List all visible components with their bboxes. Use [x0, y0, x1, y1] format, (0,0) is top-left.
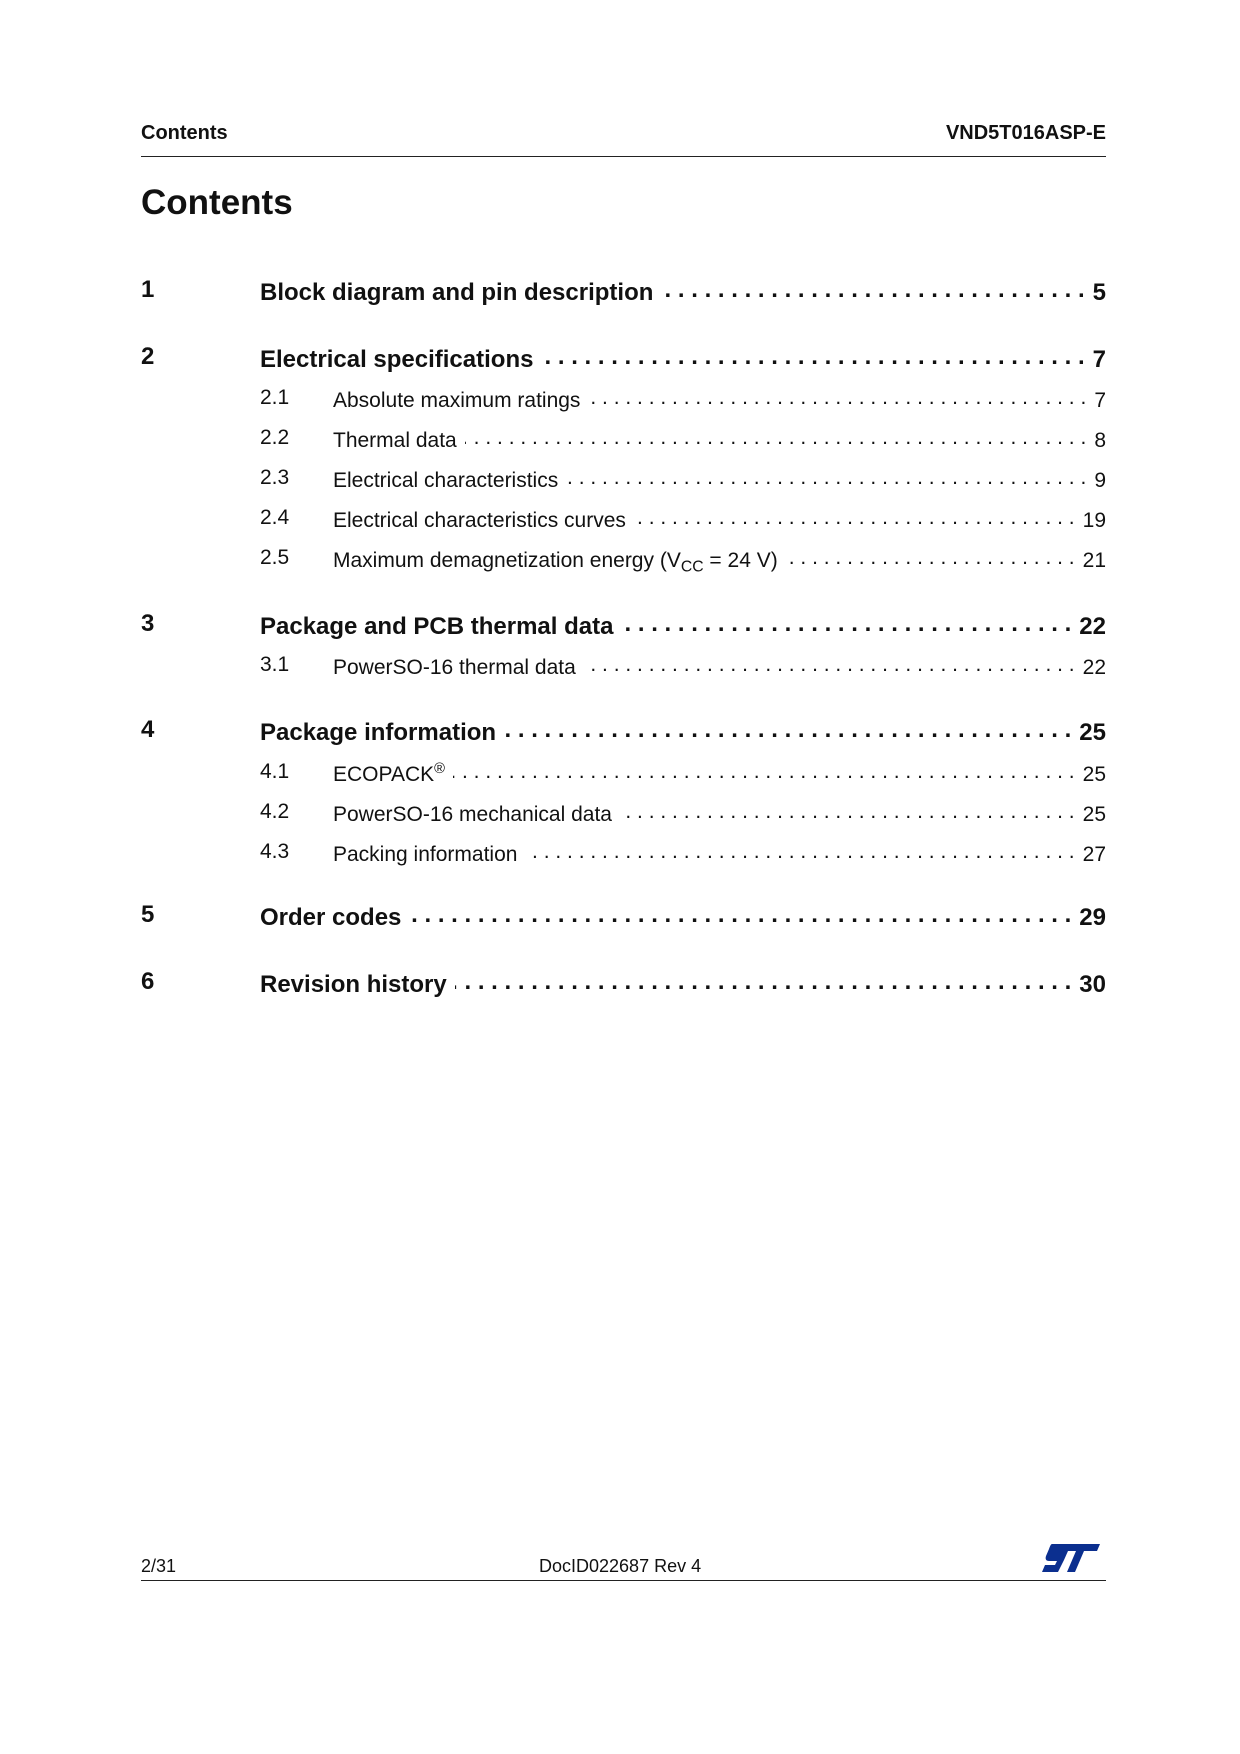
toc-page-number: 21 — [1082, 549, 1106, 572]
toc-leader-dots — [634, 506, 1075, 527]
toc-entry-4-3[interactable] — [141, 840, 1106, 870]
page-header — [141, 120, 1106, 157]
toc-title: Package information — [260, 719, 497, 746]
toc-number: 2.3 — [260, 466, 290, 489]
st-logo-shape — [1042, 1544, 1100, 1572]
toc-leader-dots — [465, 426, 1087, 447]
toc-number: 6 — [141, 968, 155, 995]
toc-entry-3[interactable] — [141, 610, 1106, 640]
toc-leader-dots — [455, 968, 1072, 992]
toc-leader-dots — [588, 386, 1086, 407]
toc-entry-4-1[interactable] — [141, 760, 1106, 790]
toc-entry-5[interactable] — [141, 901, 1106, 931]
toc-page-number: 25 — [1082, 803, 1106, 826]
toc-entry-2-5[interactable] — [141, 546, 1106, 576]
toc-number: 2.4 — [260, 506, 290, 529]
page-footer — [141, 1540, 1106, 1581]
toc-leader-dots — [566, 466, 1086, 487]
toc-title: Package and PCB thermal data — [260, 613, 614, 640]
toc-number: 3.1 — [260, 653, 290, 676]
toc-leader-dots — [661, 276, 1084, 300]
toc-entry-1[interactable] — [141, 276, 1106, 306]
registered-mark: ® — [434, 760, 445, 777]
toc-number: 2.1 — [260, 386, 290, 409]
toc-title-part: Maximum demagnetization energy (V — [333, 549, 681, 572]
toc-leader-dots — [621, 610, 1071, 634]
toc-leader-dots — [584, 653, 1075, 674]
toc-title: Electrical characteristics curves — [333, 509, 626, 532]
toc-entry-2[interactable] — [141, 343, 1106, 373]
toc-entry-2-4[interactable] — [141, 506, 1106, 536]
toc-page-number: 25 — [1079, 719, 1106, 746]
toc-number: 1 — [141, 276, 155, 303]
toc-leader-dots — [541, 343, 1084, 367]
toc-leader-dots — [504, 716, 1071, 740]
toc-number: 3 — [141, 610, 155, 637]
toc-page-number: 5 — [1092, 279, 1106, 306]
toc-number: 5 — [141, 901, 155, 928]
toc-entry-4-2[interactable] — [141, 800, 1106, 830]
toc-page-number: 19 — [1082, 509, 1106, 532]
header-part-number: VND5T016ASP-E — [945, 122, 1106, 144]
toc-leader-dots — [786, 546, 1075, 567]
toc-title: Revision history — [260, 971, 447, 998]
toc-page-number: 27 — [1082, 843, 1106, 866]
toc-number: 2.5 — [260, 546, 290, 569]
st-logo-icon — [1040, 1540, 1102, 1576]
toc-number: 2.2 — [260, 426, 290, 449]
toc-number: 4.1 — [260, 760, 290, 783]
toc-entry-3-1[interactable] — [141, 653, 1106, 683]
toc-title-part: ECOPACK — [333, 763, 435, 786]
toc-entry-4[interactable] — [141, 716, 1106, 746]
footer-page-number: 2/31 — [141, 1556, 177, 1576]
toc-page-number: 29 — [1079, 904, 1106, 931]
toc-entry-2-3[interactable] — [141, 466, 1106, 496]
toc-title: Block diagram and pin description — [260, 279, 654, 306]
toc-title-part: = 24 V) — [703, 549, 778, 572]
toc-page-number: 7 — [1092, 346, 1106, 373]
footer-doc-id: DocID022687 Rev 4 — [539, 1556, 702, 1576]
toc-title — [333, 549, 778, 576]
subscript-cc: CC — [680, 558, 704, 576]
toc-title: Electrical characteristics — [333, 469, 559, 492]
toc-page-number: 22 — [1082, 656, 1106, 679]
toc-entry-2-1[interactable] — [141, 386, 1106, 416]
toc-page-number: 22 — [1079, 613, 1106, 640]
toc-title: Packing information — [333, 843, 518, 866]
toc-number: 4.3 — [260, 840, 290, 863]
toc-leader-dots — [525, 840, 1074, 861]
page-title: Contents — [141, 183, 293, 222]
toc-leader-dots — [620, 800, 1075, 821]
toc-number: 2 — [141, 343, 155, 370]
toc-page-number: 8 — [1094, 429, 1106, 452]
toc-page-number: 7 — [1094, 389, 1106, 412]
toc-leader-dots — [453, 760, 1075, 781]
toc-title: Absolute maximum ratings — [333, 389, 581, 412]
toc-page-number: 25 — [1082, 763, 1106, 786]
toc-title: Thermal data — [333, 429, 457, 452]
toc-title: Order codes — [260, 904, 402, 931]
toc-number: 4.2 — [260, 800, 290, 823]
toc-title — [333, 760, 445, 787]
toc-title: PowerSO-16 thermal data — [333, 656, 576, 679]
toc-page-number: 9 — [1094, 469, 1106, 492]
toc-entry-2-2[interactable] — [141, 426, 1106, 456]
toc-title: PowerSO-16 mechanical data — [333, 803, 612, 826]
toc-leader-dots — [409, 901, 1071, 925]
toc-title: Electrical specifications — [260, 346, 534, 373]
header-section-title: Contents — [141, 122, 228, 144]
toc-entry-6[interactable] — [141, 968, 1106, 998]
toc-number: 4 — [141, 716, 155, 743]
toc-page-number: 30 — [1079, 971, 1106, 998]
